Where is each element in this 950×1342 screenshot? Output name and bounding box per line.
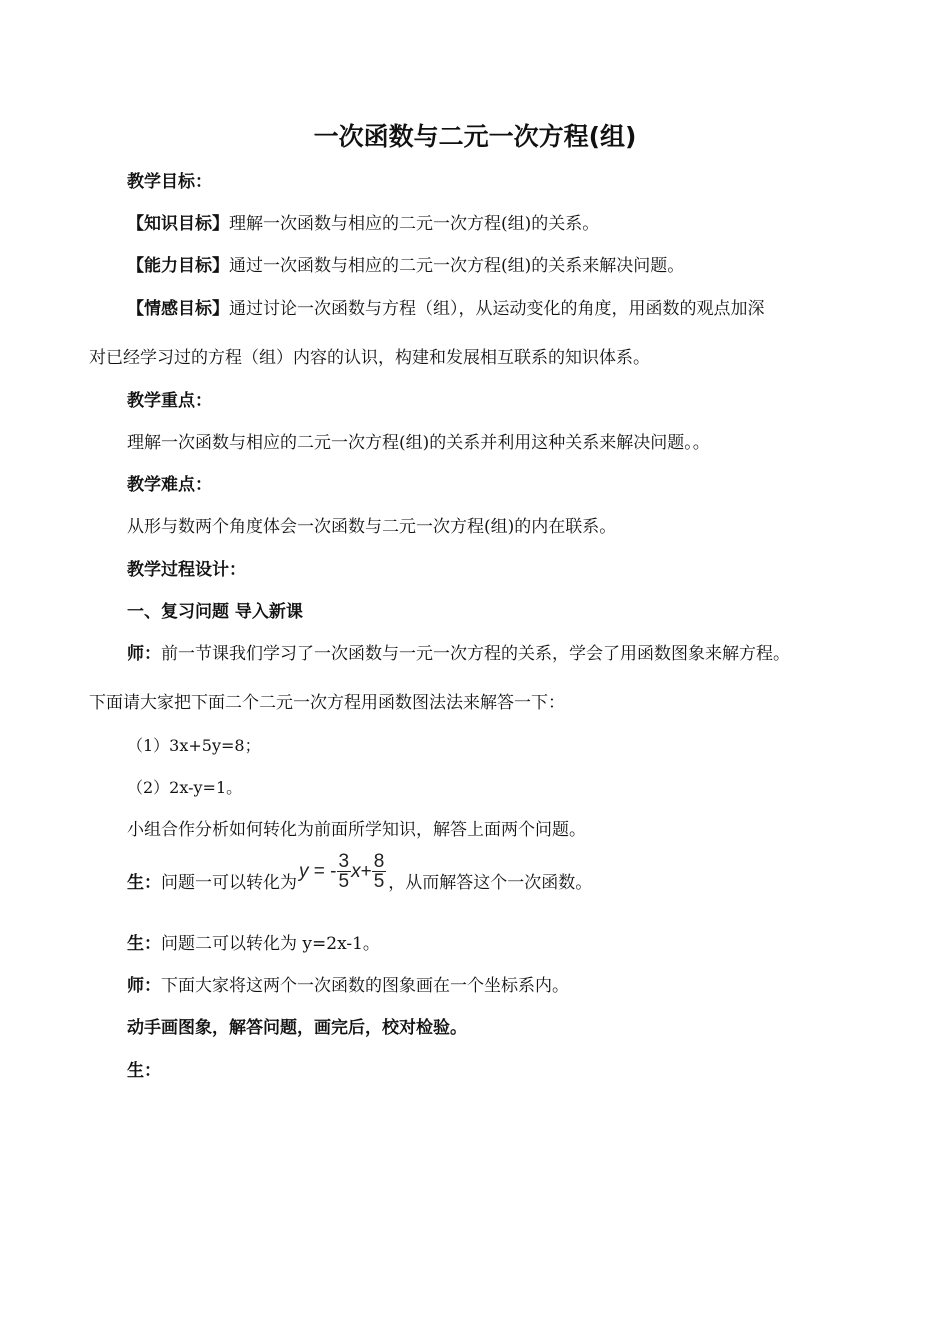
student3-label: 生：: [127, 1061, 161, 1081]
formula-fraction-2: [372, 852, 387, 891]
page-title: 一次函数与二元一次方程(组): [313, 122, 637, 151]
ability-label: 【能力目标】: [127, 256, 229, 276]
key-heading: 教学重点：: [127, 391, 212, 411]
knowledge-objective: [127, 213, 599, 235]
equation-1: （1）3x+5y=8；: [127, 736, 261, 755]
formula-num2: 8: [373, 850, 385, 872]
student1-line: [127, 850, 593, 910]
section1-heading: 一、复习问题 导入新课: [127, 602, 303, 622]
equation-2: （2）2x-y=1。: [127, 778, 243, 797]
student2-line: [127, 933, 380, 955]
teacher1-line1: [127, 643, 790, 665]
process-heading: 教学过程设计：: [127, 560, 246, 580]
formula-var: x: [351, 860, 361, 882]
emotion-objective: [127, 298, 765, 320]
ability-text: 通过一次函数与相应的二元一次方程(组)的关系来解决问题。: [229, 256, 685, 276]
formula-plus: +: [360, 860, 372, 882]
student1-label: 生：: [127, 873, 161, 893]
teacher2-label: 师：: [127, 976, 161, 996]
emotion-text-line2: 对已经学习过的方程（组）内容的认识，构建和发展相互联系的知识体系。: [89, 348, 650, 368]
knowledge-text: 理解一次函数与相应的二元一次方程(组)的关系。: [229, 214, 600, 234]
teacher1-text-line2: 下面请大家把下面二个二元一次方程用函数图法法来解答一下：: [89, 693, 565, 713]
teacher1-label: 师：: [127, 644, 161, 664]
difficulty-text: 从形与数两个角度体会一次函数与二元一次方程(组)的内在联系。: [127, 517, 617, 537]
difficulty-heading: 教学难点：: [127, 475, 212, 495]
formula-eq: =: [313, 860, 325, 882]
group-task: 小组合作分析如何转化为前面所学知识，解答上面两个问题。: [127, 820, 586, 840]
emotion-text-line1: 通过讨论一次函数与方程（组），从运动变化的角度，用函数的观点加深: [229, 299, 765, 319]
objectives-heading: 教学目标：: [127, 172, 212, 192]
student1-after: ，从而解答这个一次函数。: [388, 873, 593, 893]
formula-den1: 5: [338, 870, 350, 892]
teacher2-line: [127, 975, 569, 997]
student2-label: 生：: [127, 934, 161, 954]
formula-fraction-1: [337, 852, 352, 891]
formula-lhs: y: [299, 860, 309, 882]
knowledge-label: 【知识目标】: [127, 214, 229, 234]
teacher2-text: 下面大家将这两个一次函数的图象画在一个坐标系内。: [161, 976, 569, 996]
formula-den2: 5: [373, 870, 385, 892]
student1-before: 问题一可以转化为: [161, 873, 297, 893]
teacher1-text-line1: 前一节课我们学习了一次函数与一元一次方程的关系，学会了用函数图象来解方程。: [161, 644, 790, 664]
formula-image: [299, 851, 386, 893]
formula-num1: 3: [338, 850, 350, 872]
emotion-label: 【情感目标】: [127, 299, 229, 319]
activity-instruction: 动手画图象，解答问题，画完后，校对检验。: [127, 1018, 467, 1038]
student2-text: 问题二可以转化为 y=2x-1。: [161, 934, 380, 954]
key-text: 理解一次函数与相应的二元一次方程(组)的关系并利用这种关系来解决问题。。: [127, 433, 710, 453]
ability-objective: [127, 255, 684, 277]
formula-sign: -: [330, 860, 337, 882]
